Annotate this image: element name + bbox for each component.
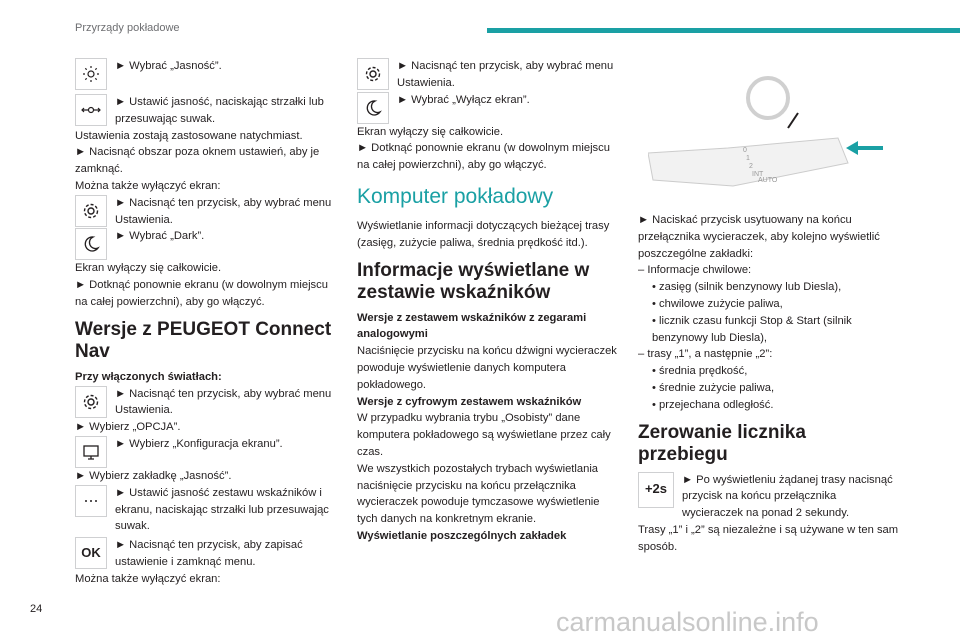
moon-icon <box>75 228 107 260</box>
text: ► Dotknąć ponownie ekranu (w dowolnym miejscu na całej powierzchni), aby go włączyć. <box>357 142 610 172</box>
text: ► Nacisnąć obszar poza oknem ustawień, aby je zamknąć. <box>75 146 320 176</box>
list-item: • chwilowe zużycie paliwa, <box>652 297 783 310</box>
text: W przypadku wybrania trybu „Osobisty” dane komputera pokładowego są wyświetlane przez cały czas. <box>357 412 611 458</box>
slider-arrows-icon <box>75 94 107 126</box>
section-title: Komputer pokładowy <box>357 184 554 208</box>
section-heading: Wersje z PEUGEOT Connect Nav <box>75 318 332 362</box>
text: Można także wyłączyć ekran: <box>75 572 221 585</box>
text: ► Naciskać przycisk usytuowany na końcu przełącznika wycieraczek, aby kolejno wyświetlić poszczególne zakładki: <box>638 214 880 260</box>
watermark: carmanualsonline.info <box>556 607 819 637</box>
section-heading: Informacje wyświetlane w zestawie wskaźników <box>357 259 590 303</box>
text: ► Wybrać „Wyłącz ekran”. <box>397 93 530 106</box>
text: Trasy „1” i „2” są niezależne i są używane w ten sam sposób. <box>638 523 899 553</box>
brightness-icon <box>75 58 107 90</box>
text: We wszystkich pozostałych trybach wyświetlania naciśnięcie przycisku na końcu przełącznika wycieraczek powoduje tymczasowe wyświetlenie tych danych na konkretnym ekranie. <box>357 462 600 526</box>
text: ► Wybrać „Jasność”. <box>115 60 222 72</box>
list-item: • przejechana odległość. <box>652 398 774 411</box>
subheading: Wersje z zestawem wskaźników z zegarami analogowymi <box>357 311 587 341</box>
lever-label: 0 <box>743 147 747 154</box>
section-heading: Zerowanie licznika przebiegu <box>638 421 806 465</box>
header-accent-bar <box>487 28 960 33</box>
text: ► Nacisnąć ten przycisk, aby wybrać menu Ustawienia. <box>115 196 332 226</box>
column-2 <box>357 58 619 545</box>
text: Ekran wyłączy się całkowicie. <box>75 262 222 275</box>
text: Wyświetlanie informacji dotyczących bieżącej trasy (zasięg, zużycie paliwa, średnia prędkość itd.). <box>357 219 610 249</box>
text: Ekran wyłączy się całkowicie. <box>357 125 504 138</box>
wiper-lever-illustration <box>648 68 908 188</box>
list-item: • średnia prędkość, <box>652 365 748 378</box>
gear-icon <box>75 195 107 227</box>
text: ► Nacisnąć ten przycisk, aby zapisać ustawienie i zamknąć menu. <box>115 539 303 568</box>
ok-icon: OK <box>75 537 107 569</box>
plus-2s-icon: +2s <box>638 472 674 508</box>
column-1 <box>75 58 337 588</box>
lever-label: 1 <box>746 155 750 162</box>
gear-icon <box>357 58 389 90</box>
text: ► Ustawić jasność, naciskając strzałki lub przesuwając suwak. <box>115 96 324 125</box>
text: ► Wybierz zakładkę „Jasność”. <box>75 469 232 482</box>
text: ► Wybierz „OPCJA”. <box>75 421 181 434</box>
text: ► Dotknąć ponownie ekranu (w dowolnym miejscu na całej powierzchni), aby go włączyć. <box>75 279 328 308</box>
text: ► Wybrać „Dark”. <box>115 230 205 243</box>
list-item: – trasy „1”, a następnie „2”: <box>638 348 773 361</box>
lever-label: INT <box>752 171 764 178</box>
subheading: Przy włączonych światłach: <box>75 370 222 383</box>
list-item: • średnie zużycie paliwa, <box>652 381 775 394</box>
text: Ustawienia zostają zastosowane natychmiast. <box>75 129 303 142</box>
text: ► Nacisnąć ten przycisk, aby wybrać menu Ustawienia. <box>397 60 614 89</box>
lever-label: AUTO <box>758 177 778 184</box>
column-3 <box>638 212 900 556</box>
text: Można także wyłączyć ekran: <box>75 179 221 192</box>
text: Naciśnięcie przycisku na końcu dźwigni wycieraczek powoduje wyświetlenie danych komputera pokładowego. <box>357 345 617 391</box>
list-item: • licznik czasu funkcji Stop & Start (silnik benzynowy lub Diesla), <box>652 314 852 344</box>
list-item: – Informacje chwilowe: <box>638 264 752 277</box>
text: ► Wybierz „Konfiguracja ekranu”. <box>115 437 283 450</box>
steering-wheel-icon <box>748 78 788 118</box>
dots-slider-icon <box>75 485 107 517</box>
gear-icon <box>75 386 107 418</box>
text: ► Nacisnąć ten przycisk, aby wybrać menu Ustawienia. <box>115 387 332 417</box>
text: ► Ustawić jasność zestawu wskaźników i ekranu, naciskając strzałki lub przesuwając suwak. <box>115 486 329 533</box>
text: ► Po wyświetleniu żądanej trasy nacisnąć przycisk na końcu przełącznika wycieraczek na ponad 2 sekundy. <box>682 473 893 520</box>
subheading: Wyświetlanie poszczególnych zakładek <box>357 529 567 542</box>
page-number: 24 <box>30 603 43 615</box>
screen-config-icon <box>75 436 107 468</box>
moon-icon <box>357 92 389 124</box>
header-title: Przyrządy pokładowe <box>75 22 180 34</box>
lever-label: 2 <box>749 163 753 170</box>
subheading: Wersje z cyfrowym zestawem wskaźników <box>357 395 582 408</box>
list-item: • zasięg (silnik benzynowy lub Diesla), <box>652 281 842 294</box>
